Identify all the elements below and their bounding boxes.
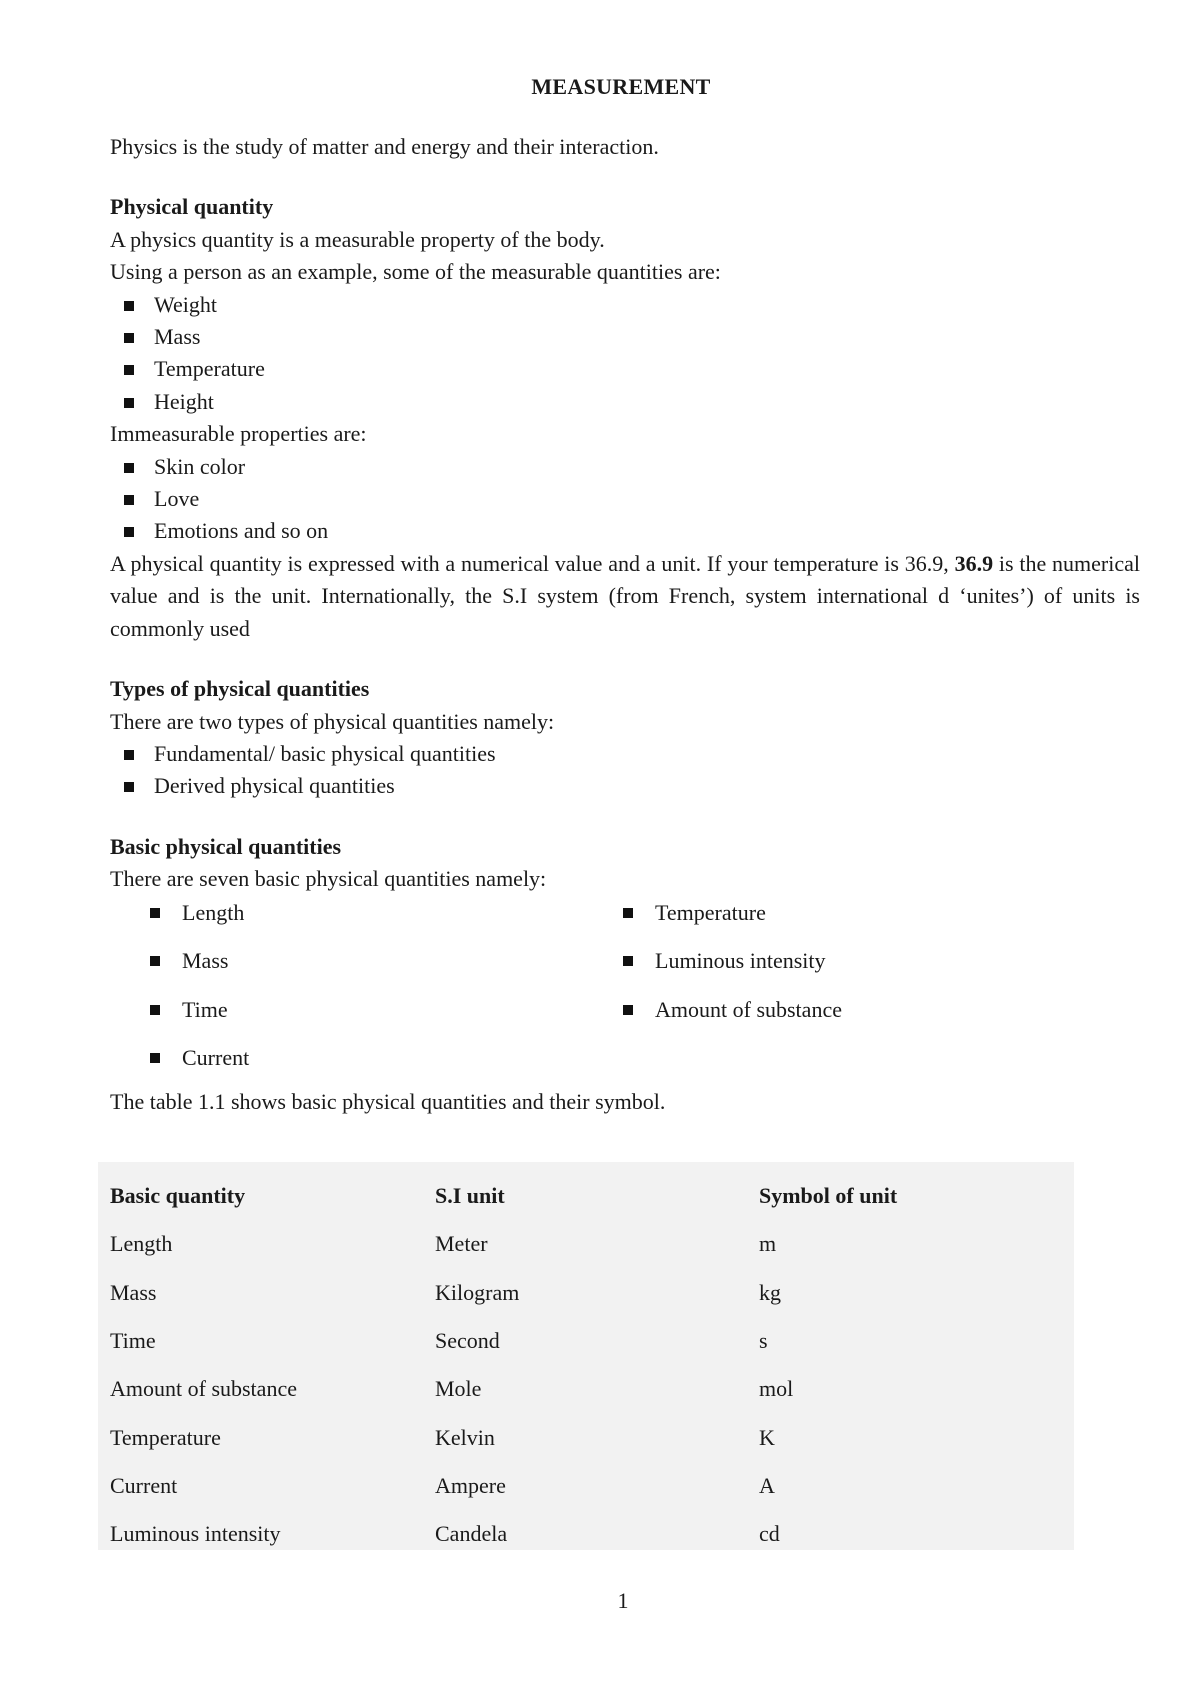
bullet-square-icon — [124, 398, 134, 408]
table-row — [98, 1220, 1074, 1268]
bullet-square-icon — [623, 1005, 633, 1015]
bullet-square-icon — [124, 782, 134, 792]
bullet-square-icon — [124, 333, 134, 343]
unit-cell: Kilogram — [435, 1279, 520, 1305]
section-heading-basic: Basic physical quantities — [110, 833, 342, 859]
symbol-cell: s — [759, 1328, 768, 1354]
quantity-cell: Length — [110, 1231, 173, 1257]
section-heading-types: Types of physical quantities — [110, 676, 370, 702]
unit-paragraph: A physical quantity is expressed with a numerical value and a unit. If your temperature is 36.9, 36.9 is the numerical value and is the unit. Internationally, the S.I system (from French, system international d ‘unites’) of units is commonly used — [110, 550, 1140, 641]
unit-cell: Second — [435, 1328, 500, 1354]
column-header-basic-quantity: Basic quantity — [110, 1183, 246, 1209]
list-item: Emotions and so on — [110, 515, 1140, 547]
unit-cell: Candela — [435, 1521, 508, 1547]
symbol-cell: kg — [759, 1279, 781, 1305]
quantity-cell: Temperature — [110, 1424, 221, 1450]
list-item: Love — [110, 483, 1140, 515]
measurable-list — [110, 289, 1140, 419]
list-item: Temperature — [110, 353, 1140, 385]
basic-intro-text: There are seven basic physical quantities namely: — [110, 866, 547, 892]
si-units-table — [98, 1162, 1074, 1550]
unit-cell: Mole — [435, 1376, 482, 1402]
types-list — [110, 738, 1140, 803]
bullet-square-icon — [124, 527, 134, 537]
table-row — [98, 1317, 1074, 1365]
list-item: Height — [110, 386, 1140, 418]
example-intro-text: Using a person as an example, some of the measurable quantities are: — [110, 259, 721, 285]
bullet-square-icon — [623, 956, 633, 966]
list-item: Weight — [110, 289, 1140, 321]
bullet-square-icon — [124, 301, 134, 311]
bullet-square-icon — [124, 750, 134, 760]
immeasurable-intro-text: Immeasurable properties are: — [110, 421, 367, 447]
document-body — [110, 131, 1140, 1118]
types-intro-text: There are two types of physical quantities namely: — [110, 708, 555, 734]
page-number: 1 — [617, 1588, 629, 1613]
intro-text: Physics is the study of matter and energy and their interaction. — [110, 134, 659, 159]
basic-quantities-list — [110, 897, 1140, 1075]
bullet-square-icon — [150, 1053, 160, 1063]
symbol-cell: mol — [759, 1376, 794, 1402]
table-caption: The table 1.1 shows basic physical quantities and their symbol. — [110, 1089, 666, 1115]
bullet-square-icon — [124, 495, 134, 505]
quantity-cell: Amount of substance — [110, 1376, 297, 1402]
list-item: Amount of substance — [583, 994, 1056, 1026]
symbol-cell: A — [759, 1472, 775, 1498]
section-heading-physical-quantity: Physical quantity — [110, 194, 274, 220]
table-row — [98, 1462, 1074, 1510]
list-item: Time — [110, 994, 583, 1026]
bullet-square-icon — [150, 956, 160, 966]
unit-cell: Meter — [435, 1231, 488, 1257]
immeasurable-list — [110, 451, 1140, 548]
symbol-cell: K — [759, 1424, 775, 1450]
list-item: Current — [110, 1042, 583, 1074]
list-item: Fundamental/ basic physical quantities — [110, 738, 1140, 770]
column-header-si-unit: S.I unit — [435, 1183, 505, 1209]
table-row — [98, 1413, 1074, 1461]
list-item: Temperature — [583, 897, 1056, 929]
quantity-cell: Time — [110, 1328, 156, 1354]
list-item: Skin color — [110, 451, 1140, 483]
unit-cell: Kelvin — [435, 1424, 495, 1450]
unit-cell: Ampere — [435, 1472, 506, 1498]
bullet-square-icon — [150, 908, 160, 918]
table-row — [98, 1510, 1074, 1558]
page-title: MEASUREMENT — [531, 74, 711, 99]
quantity-cell: Luminous intensity — [110, 1521, 281, 1547]
quantity-cell: Mass — [110, 1279, 157, 1305]
list-item: Luminous intensity — [583, 945, 1056, 977]
column-header-symbol: Symbol of unit — [759, 1183, 898, 1209]
list-item: Derived physical quantities — [110, 770, 1140, 802]
bullet-square-icon — [150, 1005, 160, 1015]
definition-text: A physics quantity is a measurable property of the body. — [110, 226, 605, 252]
bullet-square-icon — [623, 908, 633, 918]
symbol-cell: m — [759, 1231, 777, 1257]
symbol-cell: cd — [759, 1521, 780, 1547]
list-item: Length — [110, 897, 583, 929]
bullet-square-icon — [124, 463, 134, 473]
list-item: Mass — [110, 321, 1140, 353]
table-row — [98, 1269, 1074, 1317]
table-header-row — [98, 1172, 1074, 1220]
bullet-square-icon — [124, 365, 134, 375]
list-item: Mass — [110, 945, 583, 977]
table-row — [98, 1365, 1074, 1413]
quantity-cell: Current — [110, 1472, 178, 1498]
